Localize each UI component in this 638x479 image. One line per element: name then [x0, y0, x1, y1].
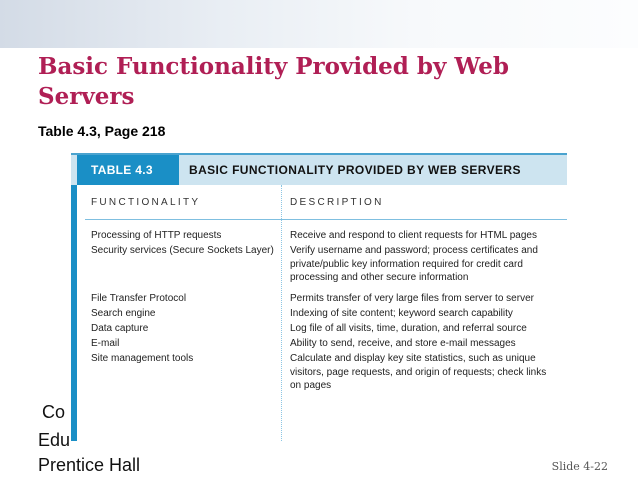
column-header-functionality: FUNCTIONALITY: [91, 197, 201, 208]
row-2-functionality: Security services (Secure Sockets Layer): [91, 245, 274, 256]
footer-text-line-2: Edu: [38, 430, 71, 450]
header-rule: [85, 219, 567, 220]
row-1-functionality: Processing of HTTP requests: [91, 230, 222, 241]
row-3-functionality: File Transfer Protocol: [91, 293, 187, 304]
table-body: [71, 185, 567, 441]
row-3-description: Permits transfer of very large files from server to server: [290, 293, 534, 304]
footer-text-line-3: Prentice Hall: [38, 455, 141, 475]
row-7-functionality: Site management tools: [91, 353, 194, 364]
slide-subtitle: Table 4.3, Page 218: [38, 123, 166, 139]
column-divider: [281, 185, 282, 441]
footer-text-line-1: Co: [42, 402, 66, 422]
row-6-description: Ability to send, receive, and store e-mail messages: [290, 338, 516, 349]
table-number-tag: TABLE 4.3: [77, 155, 179, 185]
row-1-description: Receive and respond to client requests for HTML pages: [290, 230, 537, 241]
table-caption: BASIC FUNCTIONALITY PROVIDED BY WEB SERVERS: [189, 163, 521, 177]
row-4-functionality: Search engine: [91, 308, 156, 319]
row-6-functionality: E-mail: [91, 338, 120, 349]
table-header-bar: [71, 153, 567, 185]
row-5-functionality: Data capture: [91, 323, 149, 334]
row-4-description: Indexing of site content; keyword search capability: [290, 308, 513, 319]
header-gradient-band: [0, 0, 638, 48]
table-figure: [71, 153, 567, 441]
slide-title: Basic Functionality Provided by Web Servers: [38, 53, 509, 110]
row-5-description: Log file of all visits, time, duration, and referral source: [290, 323, 527, 334]
column-header-description: DESCRIPTION: [290, 197, 384, 208]
slide-number: Slide 4-22: [551, 460, 608, 473]
row-2-description: Verify username and password; process certificates and private/public key information required for credit card processing and other secure information: [290, 245, 538, 283]
row-7-description: Calculate and display key site statistics, such as unique visitors, page requests, and origin of requests; check links on pages: [290, 353, 547, 391]
